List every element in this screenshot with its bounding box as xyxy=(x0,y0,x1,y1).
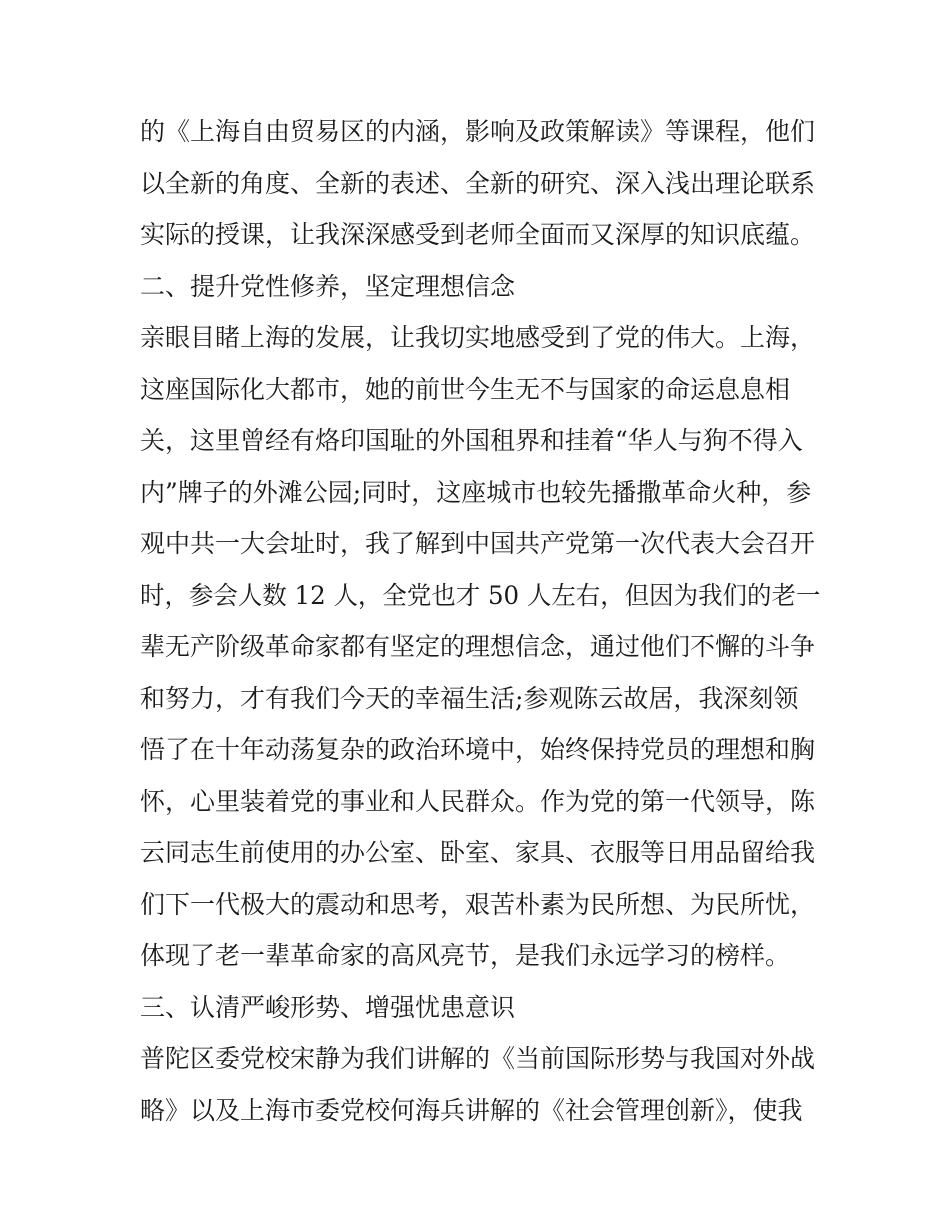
body-line: 以全新的角度、全新的表述、全新的研究、深入浅出理论联系 xyxy=(140,168,816,198)
body-line: 们下一代极大的震动和思考，艰苦朴素为民所想、为民所忧， xyxy=(140,889,816,919)
body-line: 实际的授课，让我深深感受到老师全面而又深厚的知识底蕴。 xyxy=(140,220,816,249)
body-line: 普陀区委党校宋静为我们讲解的《当前国际形势与我国对外战 xyxy=(140,1044,816,1073)
body-line: 云同志生前使用的办公室、卧室、家具、衣服等日用品留给我 xyxy=(140,838,816,867)
body-line: 的《上海自由贸易区的内涵，影响及政策解读》等课程，他们 xyxy=(140,117,816,146)
body-line: 时，参会人数 12 人，全党也才 50 人左右，但因为我们的老一 xyxy=(140,580,821,610)
section-heading-3: 三、认清严峻形势、增强忧患意识 xyxy=(140,992,516,1022)
body-line: 这座国际化大都市，她的前世今生无不与国家的命运息息相 xyxy=(140,374,791,404)
body-line: 怀，心里装着党的事业和人民群众。作为党的第一代领导，陈 xyxy=(140,786,816,816)
body-line: 观中共一大会址时，我了解到中国共产党第一次代表大会召开 xyxy=(140,529,816,558)
section-heading-2: 二、提升党性修养，坚定理想信念 xyxy=(140,271,516,301)
body-line: 体现了老一辈革命家的高风亮节，是我们永远学习的榜样。 xyxy=(140,941,791,970)
document-body xyxy=(140,106,820,1136)
body-line: 内”牌子的外滩公园;同时，这座城市也较先播撒革命火种，参 xyxy=(140,477,812,507)
body-line: 亲眼目睹上海的发展，让我切实地感受到了党的伟大。上海， xyxy=(140,323,816,352)
body-line: 关，这里曾经有烙印国耻的外国租界和挂着“华人与狗不得入 xyxy=(140,426,803,455)
body-line: 和努力，才有我们今天的幸福生活;参观陈云故居，我深刻领 xyxy=(140,683,799,713)
body-line: 略》以及上海市委党校何海兵讲解的《社会管理创新》，使我 xyxy=(140,1095,803,1125)
body-line: 辈无产阶级革命家都有坚定的理想信念，通过他们不懈的斗争 xyxy=(140,632,816,661)
body-line: 悟了在十年动荡复杂的政治环境中，始终保持党员的理想和胸 xyxy=(140,735,816,764)
